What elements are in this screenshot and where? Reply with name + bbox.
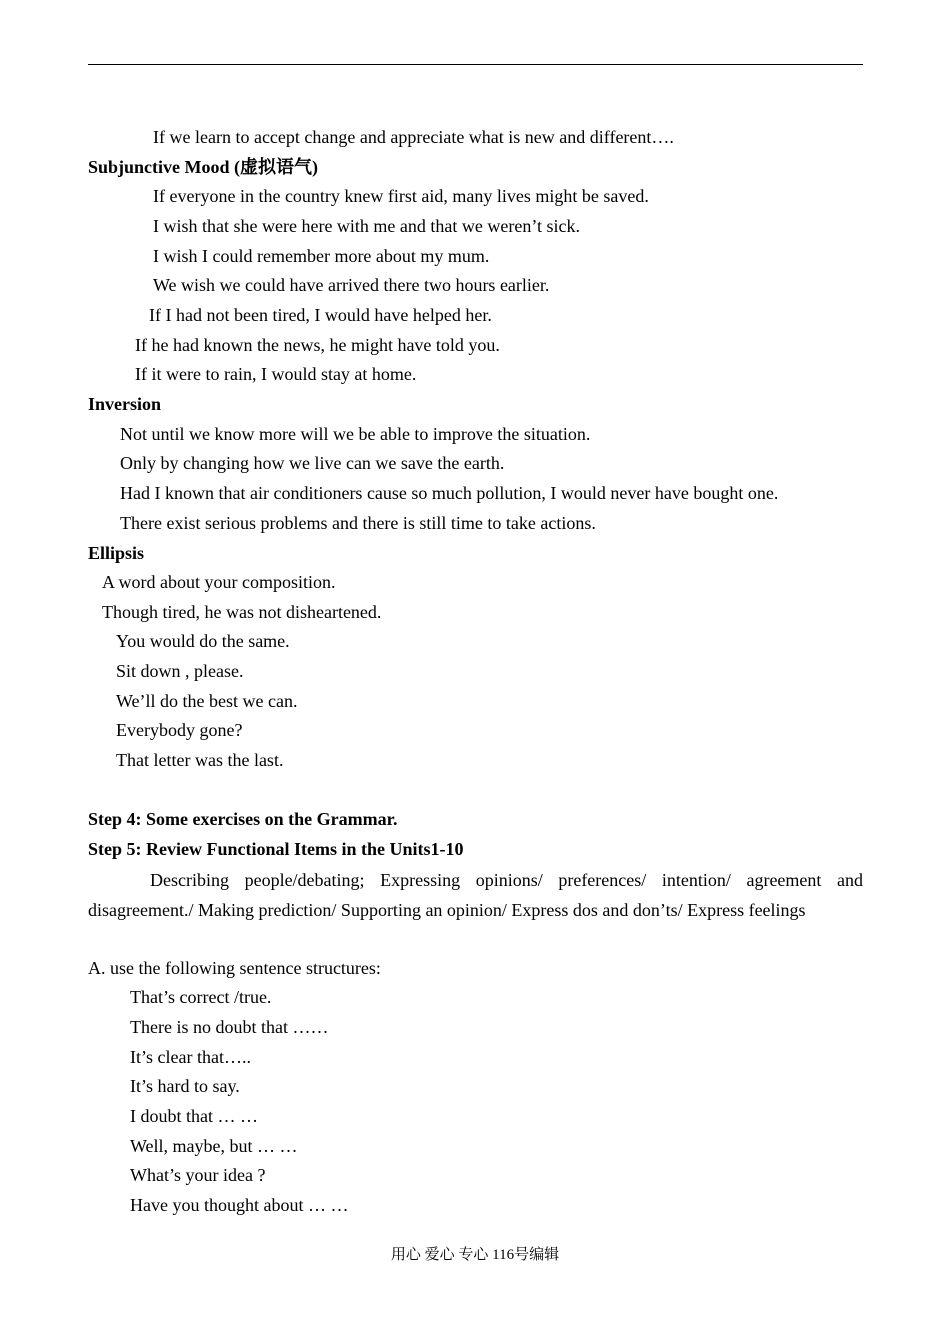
subjunctive-sentence: If I had not been tired, I would have helped her. bbox=[149, 305, 492, 325]
step5-heading: Step 5: Review Functional Items in the Units1-10 bbox=[88, 839, 464, 859]
subjunctive-sentence: If it were to rain, I would stay at home. bbox=[135, 364, 417, 384]
section-a-heading: A. use the following sentence structures: bbox=[88, 958, 381, 978]
inversion-heading: Inversion bbox=[88, 394, 162, 414]
sentence-structure-item: What’s your idea ? bbox=[130, 1165, 266, 1185]
subjunctive-sentence: We wish we could have arrived there two hours earlier. bbox=[153, 275, 550, 295]
functional-items-paragraph: Describing people/debating; Expressing opinions/ preferences/ intention/ agreement and disagreement./ Making prediction/ Supporting an opinion/ Express dos and don’ts/ Express feelings bbox=[88, 870, 863, 920]
header-rule bbox=[88, 64, 863, 65]
intro-sentence: If we learn to accept change and appreciate what is new and different…. bbox=[153, 127, 674, 147]
step4-heading: Step 4: Some exercises on the Grammar. bbox=[88, 809, 398, 829]
ellipsis-sentence: Sit down , please. bbox=[116, 661, 244, 681]
subjunctive-sentence: If everyone in the country knew first aid, many lives might be saved. bbox=[153, 186, 649, 206]
subjunctive-sentence: I wish that she were here with me and that we weren’t sick. bbox=[153, 216, 581, 236]
sentence-structure-item: That’s correct /true. bbox=[130, 987, 272, 1007]
sentence-structure-item: Well, maybe, but … … bbox=[130, 1136, 298, 1156]
sentence-structure-item: I doubt that … … bbox=[130, 1106, 258, 1126]
ellipsis-sentence: Though tired, he was not disheartened. bbox=[102, 602, 382, 622]
inversion-sentence: Not until we know more will we be able to improve the situation. bbox=[120, 424, 591, 444]
inversion-sentence: Had I known that air conditioners cause so much pollution, I would never have bought one. bbox=[120, 483, 779, 503]
sentence-structure-item: Have you thought about … … bbox=[130, 1195, 349, 1215]
inversion-sentence: Only by changing how we live can we save the earth. bbox=[120, 453, 505, 473]
ellipsis-sentence: That letter was the last. bbox=[116, 750, 284, 770]
subjunctive-sentence: If he had known the news, he might have told you. bbox=[135, 335, 500, 355]
ellipsis-heading: Ellipsis bbox=[88, 543, 145, 563]
subjunctive-heading: Subjunctive Mood (虚拟语气) bbox=[88, 157, 319, 177]
sentence-structure-item: It’s clear that….. bbox=[130, 1047, 251, 1067]
ellipsis-sentence: You would do the same. bbox=[116, 631, 290, 651]
subjunctive-sentence: I wish I could remember more about my mum. bbox=[153, 246, 490, 266]
page-footer: 用心 爱心 专心 116号编辑 bbox=[390, 1247, 560, 1263]
inversion-sentence: There exist serious problems and there is still time to take actions. bbox=[120, 513, 596, 533]
ellipsis-sentence: Everybody gone? bbox=[116, 720, 243, 740]
sentence-structure-item: It’s hard to say. bbox=[130, 1076, 240, 1096]
sentence-structure-item: There is no doubt that …… bbox=[130, 1017, 329, 1037]
ellipsis-sentence: We’ll do the best we can. bbox=[116, 691, 298, 711]
ellipsis-sentence: A word about your composition. bbox=[102, 572, 336, 592]
